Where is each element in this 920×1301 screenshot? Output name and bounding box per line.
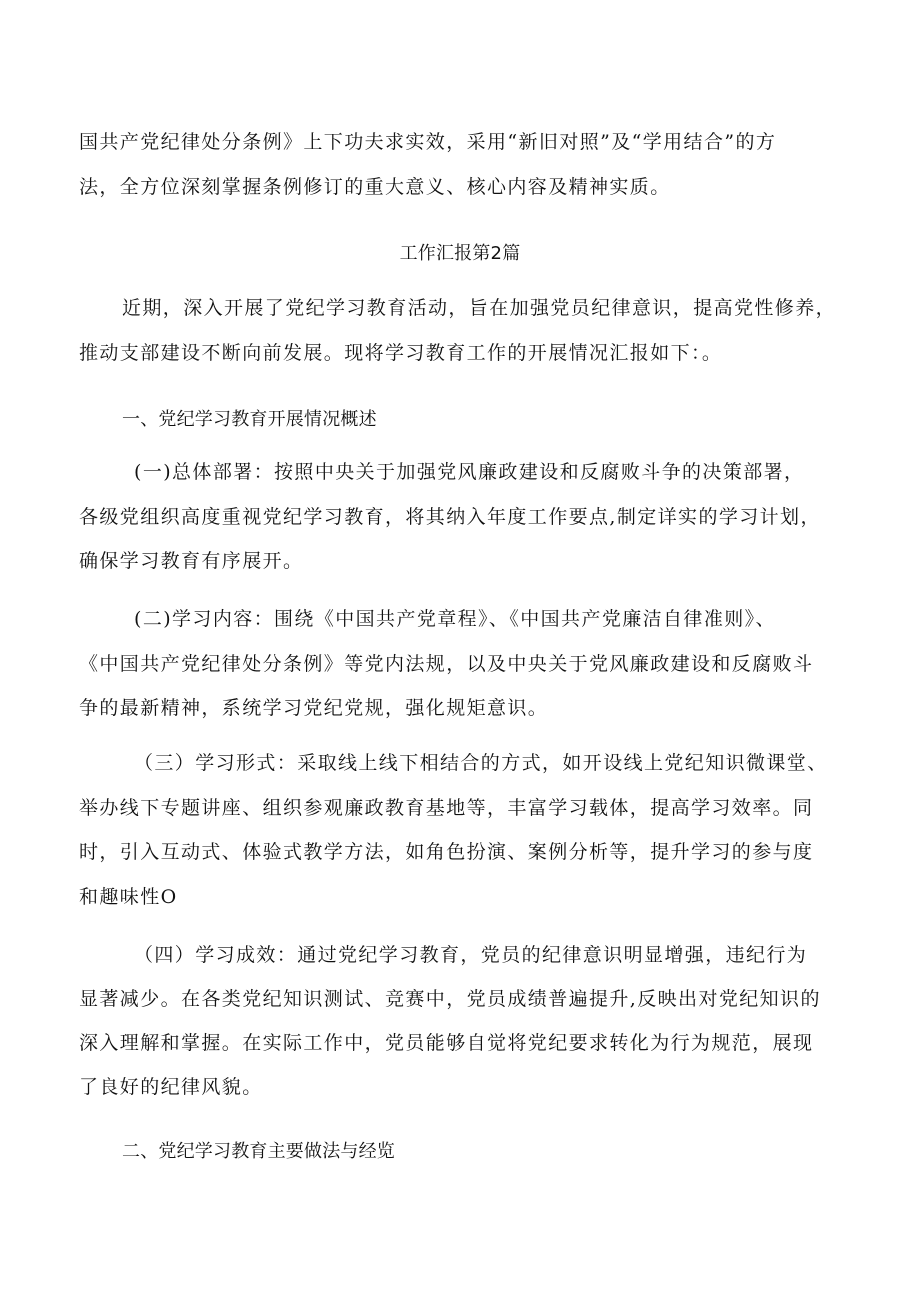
section-heading: 二、党纪学习教育主要做法与经览 bbox=[122, 1141, 395, 1162]
paragraph-line: 和趣味性O bbox=[79, 886, 178, 908]
paragraph-line: (一)总体部署：按照中央关于加强党风廉政建设和反腐败斗争的决策部署， bbox=[134, 461, 805, 483]
paragraph-line: （三）学习形式：采取线上线下相结合的方式，如开设线上党纪知识微课堂、 bbox=[134, 752, 828, 774]
intro-line: 法，全方位深刻掌握条例修订的重大意义、核心内容及精神实质。 bbox=[79, 176, 671, 198]
section-heading: 一、党纪学习教育开展情况概述 bbox=[122, 409, 377, 430]
section-title: 工作汇报第2篇 bbox=[399, 243, 521, 264]
paragraph-line: 《中国共产党纪律处分条例》等党内法规，以及中央关于党风廉政建设和反腐败斗 bbox=[79, 653, 814, 675]
intro-line: 国共产党纪律处分条例》上下功夫求实效，采用“新旧对照”及“学用结合”的方 bbox=[79, 131, 777, 153]
paragraph-line: 确保学习教育有序展开。 bbox=[79, 550, 304, 572]
paragraph-line: 推动支部建设不断向前发展。现将学习教育工作的开展情况汇报如下：。 bbox=[79, 342, 723, 364]
paragraph-line: 各级党组织高度重视党纪学习教育，将其纳入年度工作要点,制定详实的学习计划， bbox=[79, 506, 821, 528]
paragraph-line: 争的最新精神，系统学习党纪党规，强化规矩意识。 bbox=[79, 697, 549, 719]
paragraph-line: 时，引入互动式、体验式教学方法，如角色扮演、案例分析等，提升学习的参与度 bbox=[79, 841, 814, 863]
paragraph-line: 近期，深入开展了党纪学习教育活动，旨在加强党员纪律意识，提高党性修养， bbox=[122, 297, 837, 319]
paragraph-line: 了良好的纪律风貌。 bbox=[79, 1076, 263, 1098]
paragraph-line: （四）学习成效：通过党纪学习教育，党员的纪律意识明显增强，违纪行为 bbox=[134, 944, 808, 966]
paragraph-line: (二)学习内容：围绕《中国共产党章程》、《中国共产党廉洁自律准则》、 bbox=[134, 608, 776, 630]
paragraph-line: 举办线下专题讲座、组织参观廉政教育基地等，丰富学习载体，提高学习效率。同 bbox=[79, 797, 814, 819]
paragraph-line: 显著减少。在各类党纪知识测试、竞赛中，党员成绩普遍提升,反映出对党纪知识的 bbox=[79, 988, 821, 1010]
paragraph-line: 深入理解和掌握。在实际工作中，党员能够自觉将党纪要求转化为行为规范，展现 bbox=[79, 1032, 814, 1054]
